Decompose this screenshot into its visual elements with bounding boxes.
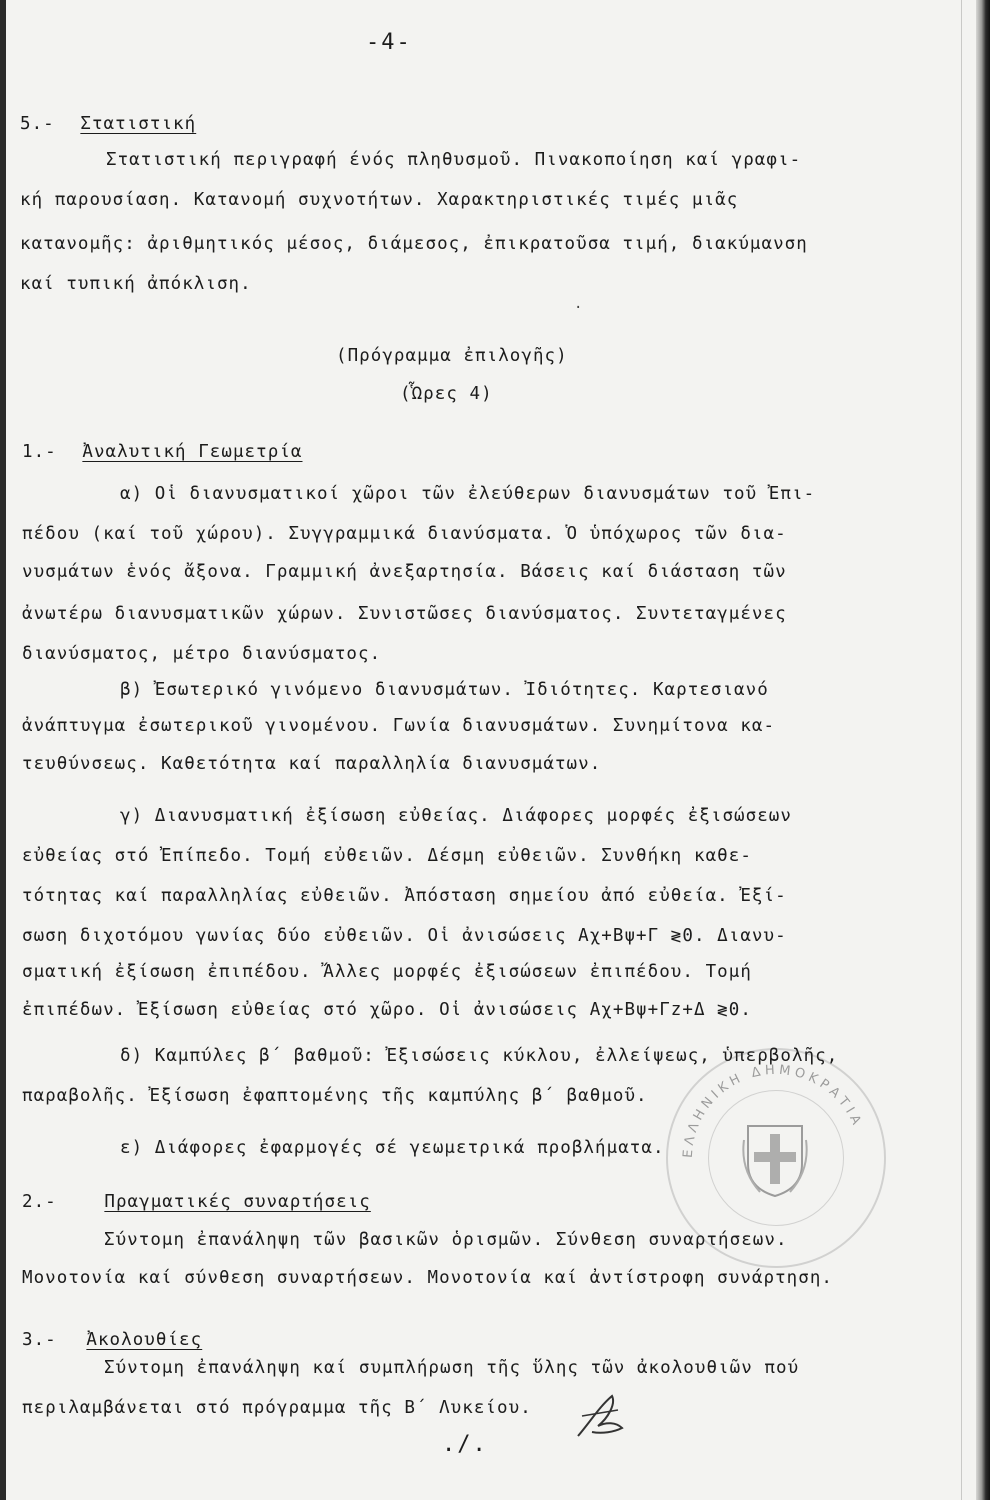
text-line: τότητας καί παραλληλίας εὐθειῶν. Ἀπόσταση σημείου ἀπό εὐθεία. Ἐξί- (22, 886, 787, 906)
elective-hours-label: (Ὧρες 4) (400, 384, 493, 404)
section-number: 3.- (22, 1330, 57, 1350)
text-line: Σύντομη ἐπανάληψη τῶν βασικῶν ὁρισμῶν. Σύνθεση συναρτήσεων. (104, 1230, 788, 1250)
section-title: Ἀκολουθίες (86, 1330, 203, 1350)
section-number: 1.- (22, 442, 57, 462)
text-line: ἀνωτέρω διανυσματικῶν χώρων. Συνιστῶσες διανύσματος. Συντεταγμένες (22, 604, 787, 624)
text-line: Μονοτονία καί σύνθεση συναρτήσεων. Μονοτονία καί ἀντίστροφη συνάρτηση. (22, 1268, 834, 1288)
section-1-heading (22, 442, 303, 462)
text-line: κατανομῆς: ἀριθμητικός μέσος, διάμεσος, ἐπικρατοῦσα τιμή, διακύμανση (20, 234, 808, 254)
svg-text:ΕΛΛΗΝΙΚΗ ΔΗΜΟΚΡΑΤΙΑ: ΕΛΛΗΝΙΚΗ ΔΗΜΟΚΡΑΤΙΑ (680, 1062, 866, 1159)
text-line: διανύσματος, μέτρο διανύσματος. (22, 644, 382, 664)
scan-right-edge (976, 0, 990, 1500)
text-line: ἀνάπτυγμα ἐσωτερικοῦ γινομένου. Γωνία διανυσμάτων. Συνημίτονα κα- (22, 716, 776, 736)
section-number: 2.- (22, 1192, 57, 1212)
text-line: ἐπιπέδων. Ἐξίσωση εὐθείας στό χῶρο. Οἱ ἀνισώσεις Αχ+Βψ+Γz+Δ ≷0. (22, 1000, 752, 1020)
text-line: νυσμάτων ἑνός ἄξονα. Γραμμική ἀνεξαρτησία. Βάσεις καί διάσταση τῶν (22, 562, 787, 582)
official-stamp (666, 1048, 886, 1268)
text-line: καί τυπική ἀπόκλιση. (20, 274, 252, 294)
ink-speck: · (574, 300, 583, 316)
handwritten-initials-icon (572, 1392, 628, 1442)
text-line: Σύντομη ἐπανάληψη καί συμπλήρωση τῆς ὕλης τῶν ἀκολουθιῶν πού (104, 1358, 800, 1378)
text-line: σωση διχοτόμου γωνίας δύο εὐθειῶν. Οἱ ἀνισώσεις Αχ+Βψ+Γ ≷0. Διανυ- (22, 926, 787, 946)
text-line: κή παρουσίαση. Κατανομή συχνοτήτων. Χαρακτηριστικές τιμές μιᾶς (20, 190, 739, 210)
text-line: γ) Διανυσματική ἐξίσωση εὐθείας. Διάφορες μορφές ἐξισώσεων (120, 806, 792, 826)
text-line: παραβολῆς. Ἐξίσωση ἐφαπτομένης τῆς καμπύλης β΄ βαθμοῦ. (22, 1086, 648, 1106)
elective-program-label: (Πρόγραμμα ἐπιλογῆς) (336, 346, 568, 366)
section-2-heading (22, 1192, 371, 1212)
scan-left-edge (0, 0, 6, 1500)
continuation-mark: ./. (442, 1432, 488, 1457)
section-number: 5.- (20, 114, 55, 134)
section-title: Πραγματικές συναρτήσεις (104, 1192, 371, 1212)
text-line: α) Οἱ διανυσματικοί χῶροι τῶν ἐλεύθερων διανυσμάτων τοῦ Ἐπι- (120, 484, 816, 504)
greek-coat-of-arms-icon (740, 1120, 810, 1200)
text-line: πέδου (καί τοῦ χώρου). Συγγραμμικά διανύσματα. Ὁ ὑπόχωρος τῶν δια- (22, 524, 787, 544)
section-title: Στατιστική (80, 114, 197, 134)
section-3-heading (22, 1330, 202, 1350)
text-line: Στατιστική περιγραφή ένός πληθυσμοῦ. Πινακοποίηση καί γραφι- (106, 150, 802, 170)
text-line: ε) Διάφορες ἐφαρμογές σέ γεωμετρικά προβλήματα. (120, 1138, 665, 1158)
text-line: δ) Καμπύλες β΄ βαθμοῦ: Ἐξισώσεις κύκλου, ἐλλείψεως, ὑπερβολῆς, (120, 1046, 839, 1066)
page-number: -4- (366, 30, 412, 55)
text-line: σματική ἐξίσωση ἐπιπέδου. Ἄλλες μορφές ἐξισώσεων ἐπιπέδου. Τομή (22, 962, 752, 982)
text-line: περιλαμβάνεται στό πρόγραμμα τῆς Β΄ Λυκείου. (22, 1398, 532, 1418)
section-title: Ἀναλυτική Γεωμετρία (82, 442, 303, 462)
text-line: τευθύνσεως. Καθετότητα καί παραλληλία διανυσμάτων. (22, 754, 602, 774)
text-line: εὐθείας στό Ἐπίπεδο. Τομή εὐθειῶν. Δέσμη εὐθειῶν. Συνθήκη καθε- (22, 846, 752, 866)
scan-fold-line (961, 0, 962, 1500)
section-5-heading (20, 114, 196, 134)
text-line: β) Ἐσωτερικό γινόμενο διανυσμάτων. Ἰδιότητες. Καρτεσιανό (120, 680, 769, 700)
